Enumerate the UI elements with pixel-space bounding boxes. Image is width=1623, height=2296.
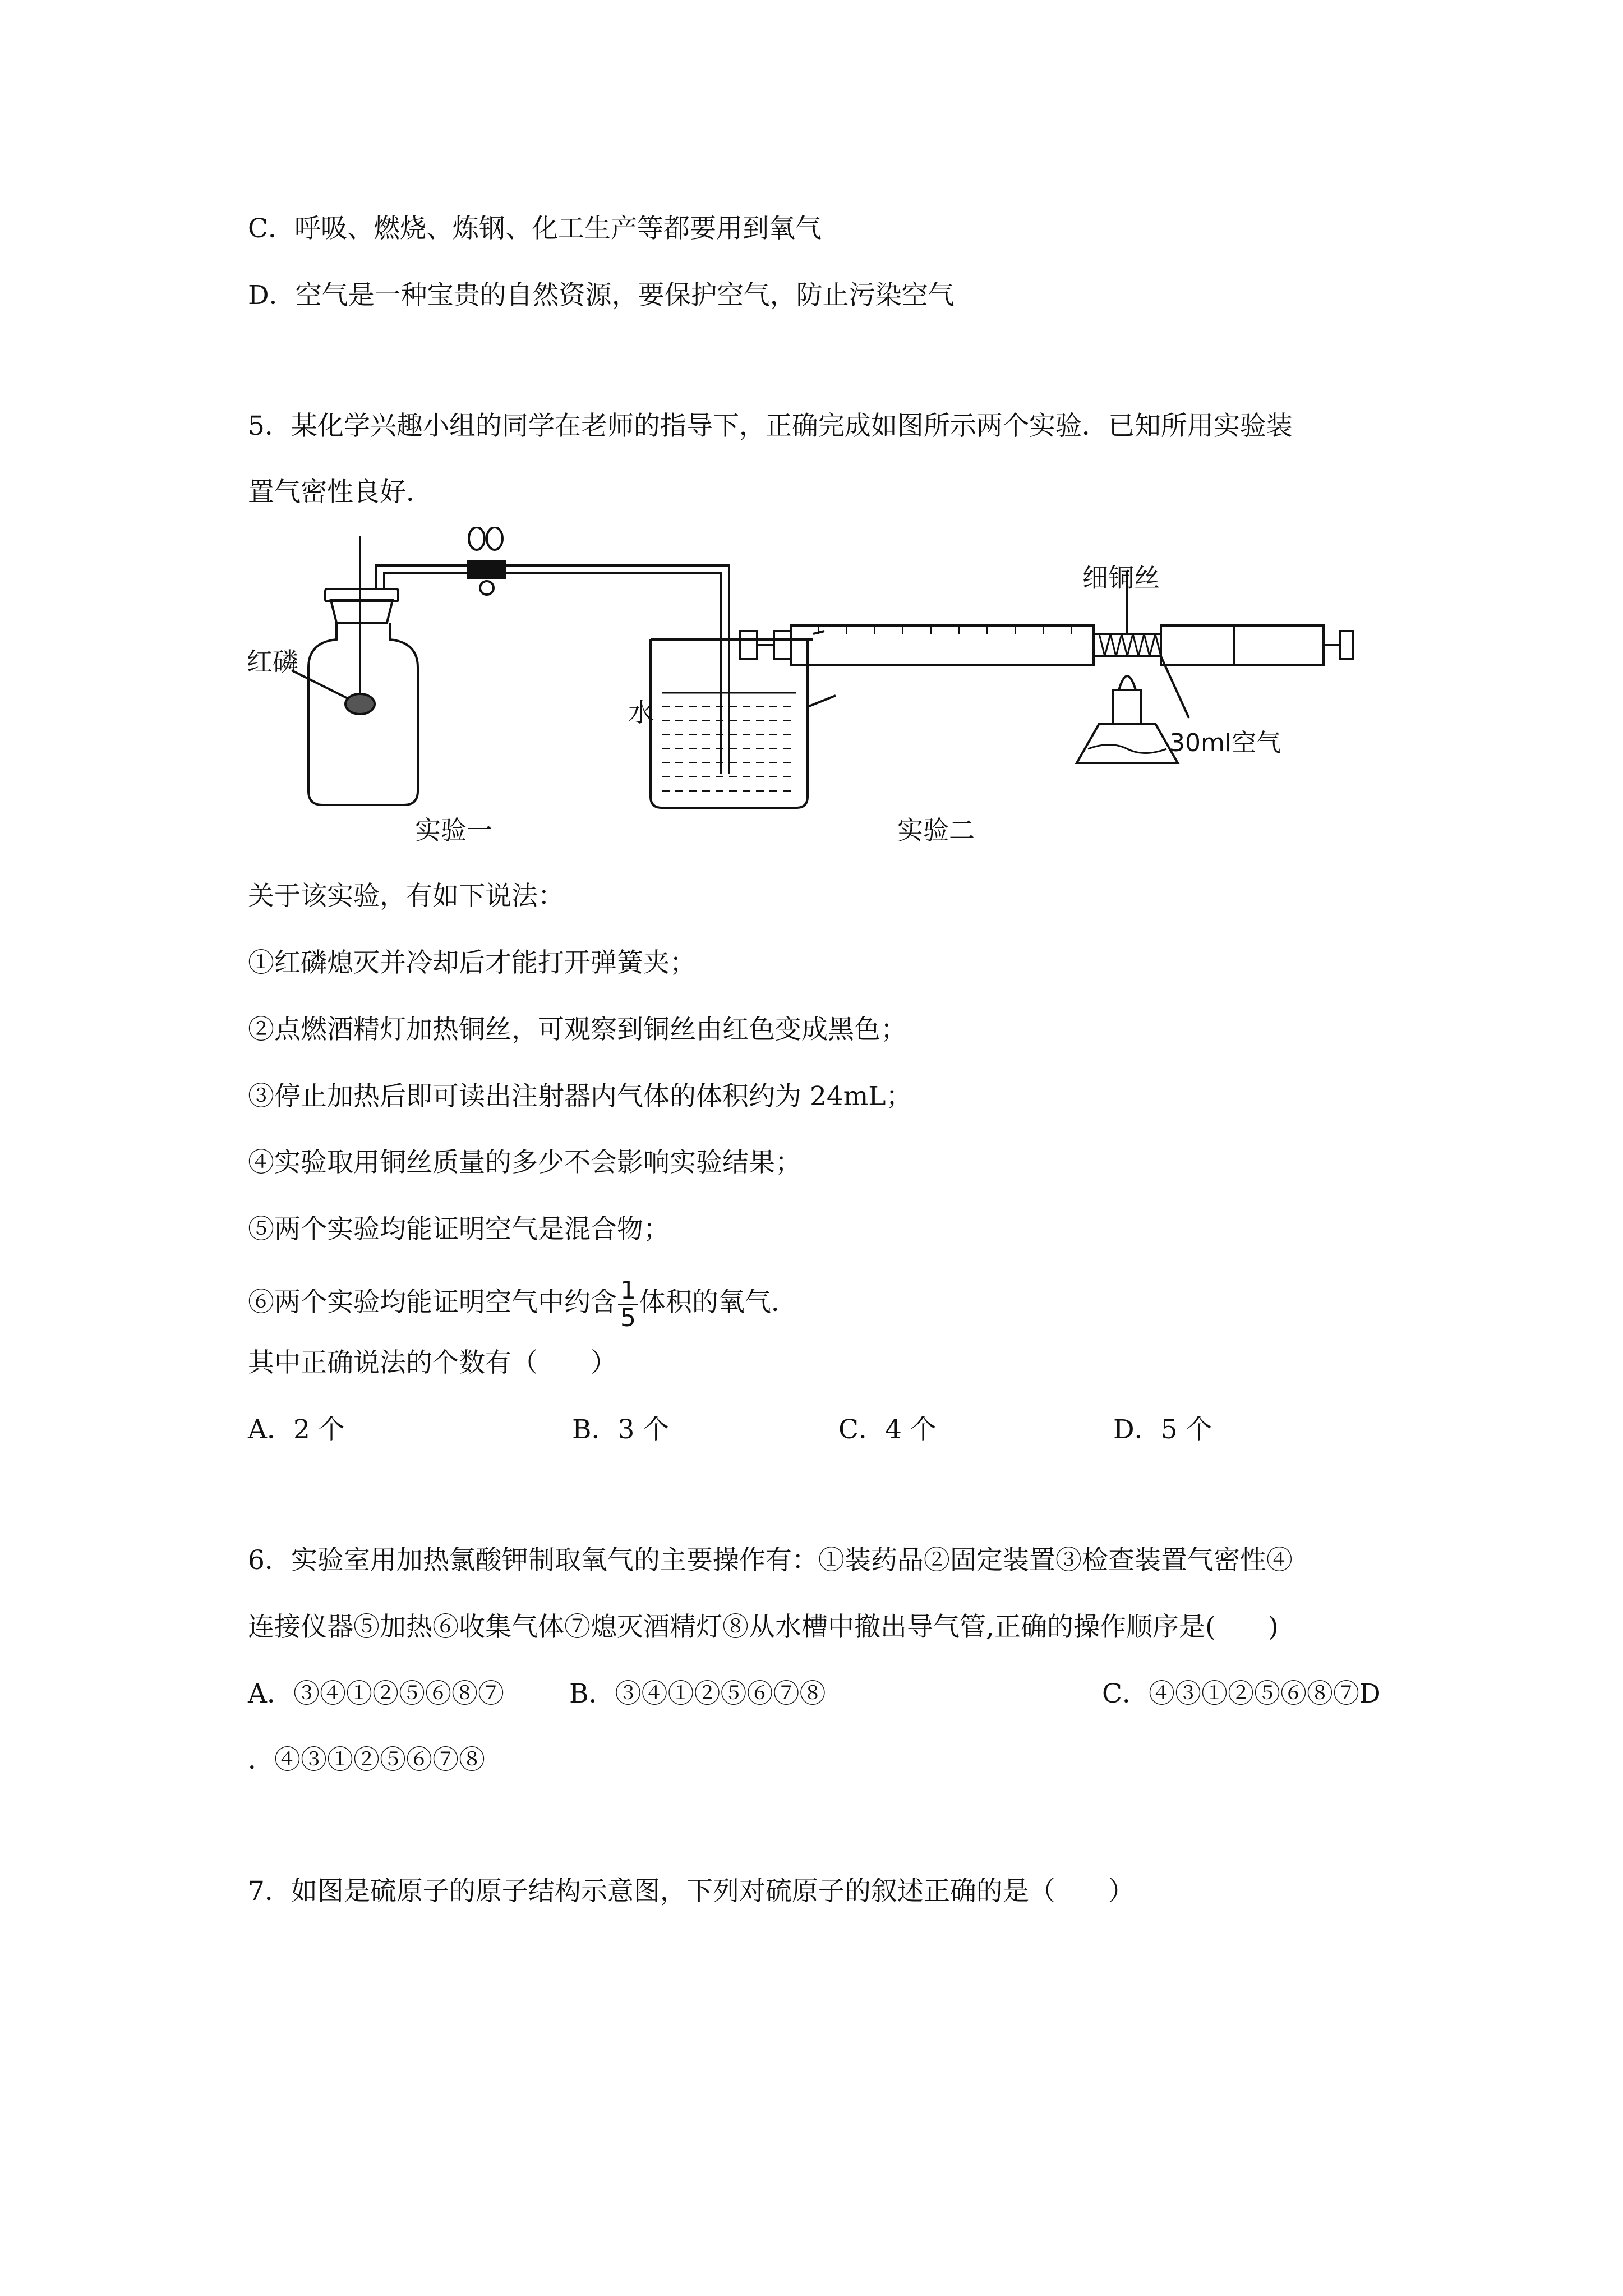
red-phosphorus-spoon bbox=[345, 694, 375, 714]
q6-stem-line2: 连接仪器⑤加热⑥收集气体⑦熄灭酒精灯⑧从水槽中撤出导气管,正确的操作顺序是( ) bbox=[248, 1612, 1279, 1642]
experiment-figure-right bbox=[1234, 623, 1357, 684]
q6-option-a[interactable]: A．③④①②⑤⑥⑧⑦ bbox=[248, 1678, 504, 1709]
q5-statement-6 bbox=[248, 1273, 797, 1332]
q5-option-c[interactable]: C．4 个 bbox=[838, 1414, 937, 1445]
alcohol-lamp bbox=[1077, 676, 1178, 763]
q5-stem-line2: 置气密性良好． bbox=[248, 477, 432, 508]
right-syringe bbox=[1161, 625, 1234, 665]
q5-statement-5: ⑤两个实验均能证明空气是混合物； bbox=[248, 1214, 670, 1245]
q6-option-c[interactable]: C．④③①②⑤⑥⑧⑦D bbox=[1102, 1678, 1381, 1709]
q5-statement-1: ①红磷熄灭并冷却后才能打开弹簧夹； bbox=[248, 947, 696, 978]
beaker bbox=[651, 631, 836, 808]
q5-statement-3: ③停止加热后即可读出注射器内气体的体积约为 24mL； bbox=[248, 1081, 912, 1112]
q6-option-d[interactable]: ．④③①②⑤⑥⑦⑧ bbox=[248, 1745, 485, 1775]
q6-option-b[interactable]: B．③④①②⑤⑥⑦⑧ bbox=[569, 1678, 826, 1709]
q5-statement-6-before: ⑥两个实验均能证明空气中约含 bbox=[248, 1287, 617, 1318]
q6-stem-line1: 6．实验室用加热氯酸钾制取氧气的主要操作有：①装药品②固定装置③检查装置气密性④ bbox=[248, 1545, 1293, 1576]
q4-option-c: C．呼吸、燃烧、炼钢、化工生产等都要用到氧气 bbox=[248, 213, 822, 244]
fraction-denominator: 5 bbox=[620, 1303, 636, 1332]
label-air-volume: 30ml空气 bbox=[1169, 729, 1281, 757]
label-water: 水 bbox=[628, 697, 654, 728]
q5-question: 其中正确说法的个数有（ ） bbox=[248, 1347, 617, 1378]
gas-bottle bbox=[308, 536, 418, 805]
caption-experiment-1: 实验一 bbox=[415, 815, 492, 845]
q7-stem: 7．如图是硫原子的原子结构示意图，下列对硫原子的叙述正确的是（ ） bbox=[248, 1876, 1135, 1907]
fraction-one-fifth bbox=[618, 1278, 638, 1331]
q5-statement-6-after: 体积的氧气． bbox=[639, 1287, 797, 1318]
q5-stem-line1: 5．某化学兴趣小组的同学在老师的指导下，正确完成如图所示两个实验．已知所用实验装 bbox=[248, 411, 1293, 441]
q5-statement-2: ②点燃酒精灯加热铜丝，可观察到铜丝由红色变成黑色； bbox=[248, 1014, 907, 1045]
label-red-phosphorus: 红磷 bbox=[247, 647, 298, 677]
q5-statement-4: ④实验取用铜丝质量的多少不会影响实验结果； bbox=[248, 1147, 801, 1178]
q4-option-d: D．空气是一种宝贵的自然资源，要保护空气，防止污染空气 bbox=[248, 280, 955, 311]
left-syringe bbox=[740, 625, 1094, 665]
label-copper-wire: 细铜丝 bbox=[1082, 563, 1160, 593]
delivery-tube bbox=[376, 565, 729, 774]
q5-option-a[interactable]: A．2 个 bbox=[248, 1414, 345, 1445]
q5-option-b[interactable]: B．3 个 bbox=[572, 1414, 670, 1445]
spring-clamp bbox=[468, 527, 505, 595]
q5-option-d[interactable]: D．5 个 bbox=[1113, 1414, 1212, 1445]
caption-experiment-2: 实验二 bbox=[897, 815, 975, 845]
q5-intro: 关于该实验，有如下说法： bbox=[248, 881, 564, 912]
fraction-numerator: 1 bbox=[618, 1278, 638, 1305]
